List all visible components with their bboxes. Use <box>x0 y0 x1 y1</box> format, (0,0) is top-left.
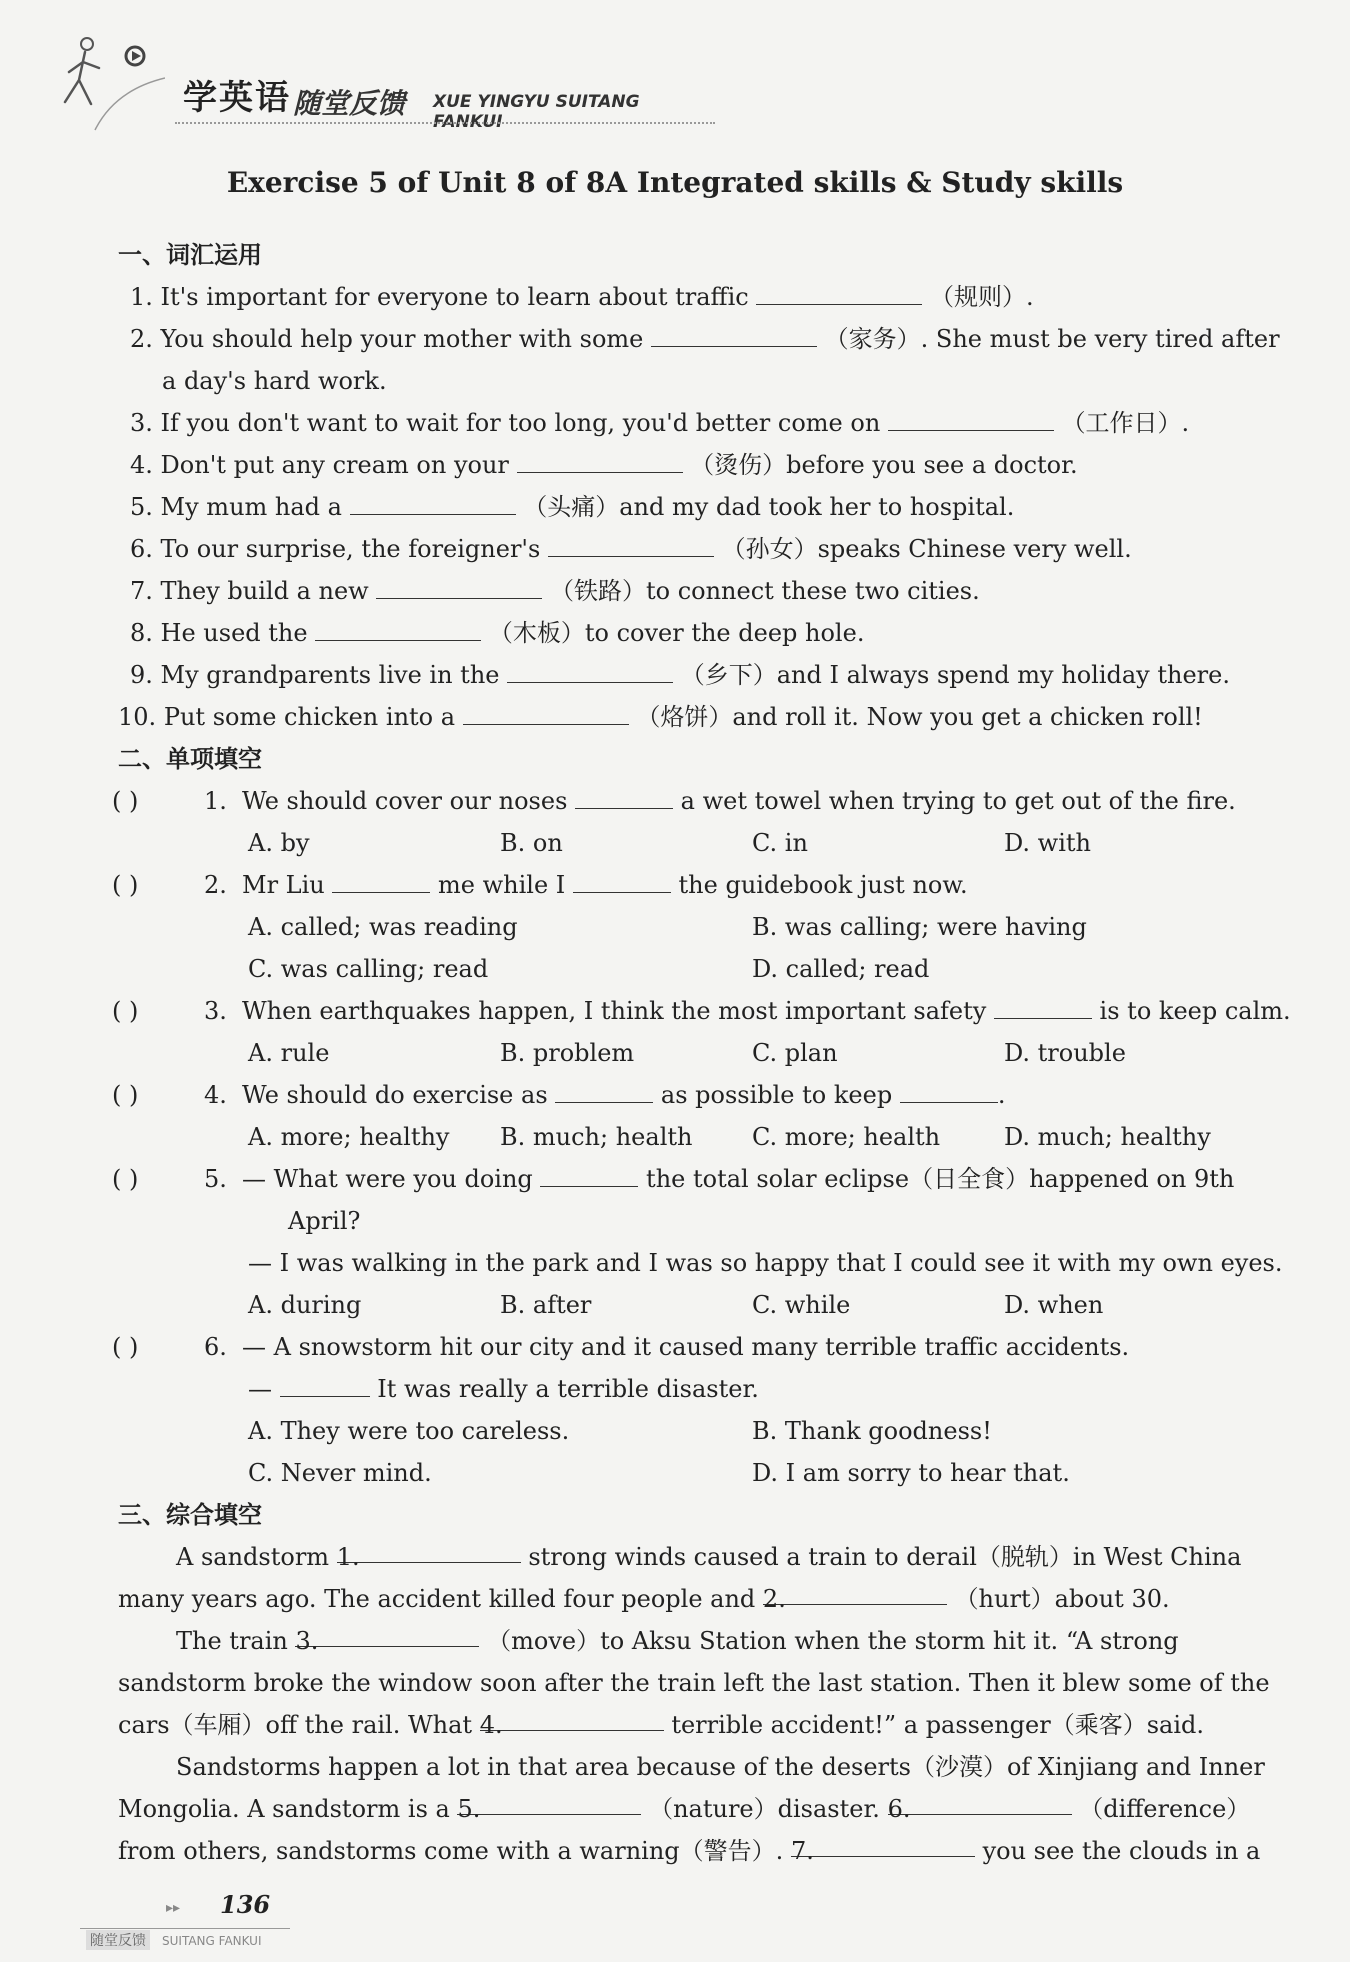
option-c[interactable]: C. in <box>752 829 808 857</box>
vocab-item-9: 9. My grandparents live in the （乡下）and I always spend my holiday there. <box>118 654 1268 696</box>
answer-blank[interactable] <box>994 992 1092 1019</box>
footer-rule <box>80 1928 290 1929</box>
mc-question-5-reply: — I was walking in the park and I was so happy that I could see it with my own eyes. <box>248 1249 1283 1277</box>
answer-blank[interactable] <box>888 404 1054 431</box>
mc-question-6-reply: — It was really a terrible disaster. <box>118 1368 1268 1410</box>
answer-blank[interactable] <box>280 1370 370 1397</box>
option-b[interactable]: B. problem <box>500 1039 635 1067</box>
mc-options-2b <box>118 948 1268 990</box>
page-footer <box>80 1880 300 1950</box>
option-a[interactable]: A. rule <box>248 1039 330 1067</box>
option-b[interactable]: B. on <box>500 829 563 857</box>
section-3-heading: 三、综合填空 <box>118 1501 262 1529</box>
option-c[interactable]: C. plan <box>752 1039 838 1067</box>
footer-brand-en: SUITANG FANKUI <box>162 1934 262 1948</box>
vocab-item-6: 6. To our surprise, the foreigner's （孙女）speaks Chinese very well. <box>118 528 1268 570</box>
answer-blank[interactable] <box>376 572 542 599</box>
mc-options-3 <box>118 1032 1268 1074</box>
section-2-heading: 二、单项填空 <box>118 745 262 773</box>
vocab-item-8: 8. He used the （木板）to cover the deep hole. <box>118 612 1268 654</box>
option-d[interactable]: D. when <box>1004 1291 1104 1319</box>
answer-paren[interactable]: ( ) <box>112 997 139 1025</box>
header-dotted-rule <box>175 122 715 124</box>
exercise-title: Exercise 5 of Unit 8 of 8A Integrated skills & Study skills <box>226 166 1124 199</box>
answer-blank[interactable] <box>332 866 430 893</box>
cloze-blank-5[interactable]: 5. <box>457 1788 641 1815</box>
cloze-line-4: sandstorm broke the window soon after the train left the last station. Then it blew some of the <box>118 1669 1270 1697</box>
vocab-item-3: 3. If you don't want to wait for too long, you'd better come on （工作日）. <box>118 402 1268 444</box>
option-d[interactable]: D. much; healthy <box>1004 1123 1211 1151</box>
option-d[interactable]: D. trouble <box>1004 1039 1126 1067</box>
section-1-heading: 一、词汇运用 <box>118 241 262 269</box>
mc-question-5-continued: April? <box>288 1207 361 1235</box>
answer-blank[interactable] <box>756 278 922 305</box>
option-d[interactable]: D. I am sorry to hear that. <box>752 1459 1070 1487</box>
cloze-blank-6[interactable]: 6. <box>888 1788 1072 1815</box>
page-number: 136 <box>220 1890 271 1919</box>
cloze-line-5: cars（车厢）off the rail. What 4. terrible accident!” a passenger（乘客）said. <box>118 1704 1268 1746</box>
cloze-blank-7[interactable]: 7. <box>791 1830 975 1857</box>
exercise-content <box>112 234 1291 1872</box>
mc-question-5: ( ) 5. — What were you doing the total solar eclipse（日全食）happened on 9th <box>112 1158 1268 1200</box>
runner-logo-icon <box>55 30 165 140</box>
answer-blank[interactable] <box>900 1076 998 1103</box>
mc-question-1: ( ) 1. We should cover our noses a wet towel when trying to get out of the fire. <box>112 780 1268 822</box>
mc-question-2: ( ) 2. Mr Liu me while I the guidebook just now. <box>112 864 1268 906</box>
mc-options-4 <box>118 1116 1268 1158</box>
option-a[interactable]: A. by <box>248 829 310 857</box>
answer-paren[interactable]: ( ) <box>112 1165 139 1193</box>
cloze-blank-3[interactable]: 3. <box>295 1620 479 1647</box>
option-a[interactable]: A. They were too careless. <box>248 1417 570 1445</box>
option-b[interactable]: B. Thank goodness! <box>752 1417 992 1445</box>
answer-blank[interactable] <box>315 614 481 641</box>
mc-question-3: ( ) 3. When earthquakes happen, I think the most important safety is to keep calm. <box>112 990 1268 1032</box>
cloze-line-6: Sandstorms happen a lot in that area because of the deserts（沙漠）of Xinjiang and Inner <box>176 1753 1265 1781</box>
answer-blank[interactable] <box>548 530 714 557</box>
answer-blank[interactable] <box>517 446 683 473</box>
vocab-item-1: 1. It's important for everyone to learn about traffic （规则）. <box>118 276 1268 318</box>
vocab-item-4: 4. Don't put any cream on your （烫伤）before you see a doctor. <box>118 444 1268 486</box>
brand-title: 学英语 <box>183 78 291 118</box>
vocab-item-2-continued: a day's hard work. <box>162 367 387 395</box>
option-c[interactable]: C. Never mind. <box>248 1459 432 1487</box>
answer-blank[interactable] <box>507 656 673 683</box>
answer-blank[interactable] <box>651 320 817 347</box>
footer-brand-cn: 随堂反馈 <box>86 1930 150 1950</box>
mc-options-6a <box>118 1410 1268 1452</box>
mc-question-4: ( ) 4. We should do exercise as as possible to keep . <box>112 1074 1268 1116</box>
cloze-blank-2[interactable]: 2. <box>763 1578 947 1605</box>
option-c[interactable]: C. more; health <box>752 1123 941 1151</box>
cloze-blank-4[interactable]: 4. <box>480 1704 664 1731</box>
mc-options-2a <box>118 906 1268 948</box>
answer-blank[interactable] <box>540 1160 638 1187</box>
option-c[interactable]: C. while <box>752 1291 851 1319</box>
mc-question-6: ( ) 6. — A snowstorm hit our city and it caused many terrible traffic accidents. <box>112 1326 1268 1368</box>
option-d[interactable]: D. called; read <box>752 955 930 983</box>
option-a[interactable]: A. during <box>248 1291 362 1319</box>
cloze-blank-1[interactable]: 1. <box>337 1536 521 1563</box>
mc-options-5 <box>118 1284 1268 1326</box>
answer-paren[interactable]: ( ) <box>112 871 139 899</box>
answer-blank[interactable] <box>350 488 516 515</box>
answer-blank[interactable] <box>573 866 671 893</box>
cloze-line-1: A sandstorm 1. strong winds caused a train to derail（脱轨）in West China <box>118 1536 1268 1578</box>
cloze-line-2: many years ago. The accident killed four people and 2. （hurt）about 30. <box>118 1578 1268 1620</box>
vocab-item-7: 7. They build a new （铁路）to connect these two cities. <box>118 570 1268 612</box>
option-b[interactable]: B. after <box>500 1291 592 1319</box>
mc-options-1 <box>118 822 1268 864</box>
cloze-line-7: Mongolia. A sandstorm is a 5. （nature）disaster. 6. （difference） <box>118 1788 1268 1830</box>
option-c[interactable]: C. was calling; read <box>248 955 489 983</box>
cloze-line-8: from others, sandstorms come with a warning（警告）. 7. you see the clouds in a <box>118 1830 1268 1872</box>
answer-paren[interactable]: ( ) <box>112 787 139 815</box>
vocab-item-5: 5. My mum had a （头痛）and my dad took her to hospital. <box>118 486 1268 528</box>
answer-blank[interactable] <box>555 1076 653 1103</box>
option-d[interactable]: D. with <box>1004 829 1091 857</box>
mc-options-6b <box>118 1452 1268 1494</box>
option-b[interactable]: B. much; health <box>500 1123 693 1151</box>
answer-blank[interactable] <box>463 698 629 725</box>
answer-paren[interactable]: ( ) <box>112 1081 139 1109</box>
vocab-item-2: 2. You should help your mother with some （家务）. She must be very tired after <box>118 318 1268 360</box>
cloze-line-3: The train 3. （move）to Aksu Station when the storm hit it. “A strong <box>118 1620 1268 1662</box>
brand-pinyin: XUE YINGYU SUITANG FANKUI <box>433 92 640 132</box>
book-header <box>55 30 695 140</box>
vocab-item-10: 10. Put some chicken into a （烙饼）and roll it. Now you get a chicken roll! <box>118 696 1268 738</box>
arrow-icon: ▸▸ <box>166 1900 181 1916</box>
option-a[interactable]: A. called; was reading <box>248 913 518 941</box>
option-b[interactable]: B. was calling; were having <box>752 913 1087 941</box>
answer-paren[interactable]: ( ) <box>112 1333 139 1361</box>
answer-blank[interactable] <box>575 782 673 809</box>
brand-subtitle: 随堂反馈 <box>293 87 406 120</box>
option-a[interactable]: A. more; healthy <box>248 1123 450 1151</box>
